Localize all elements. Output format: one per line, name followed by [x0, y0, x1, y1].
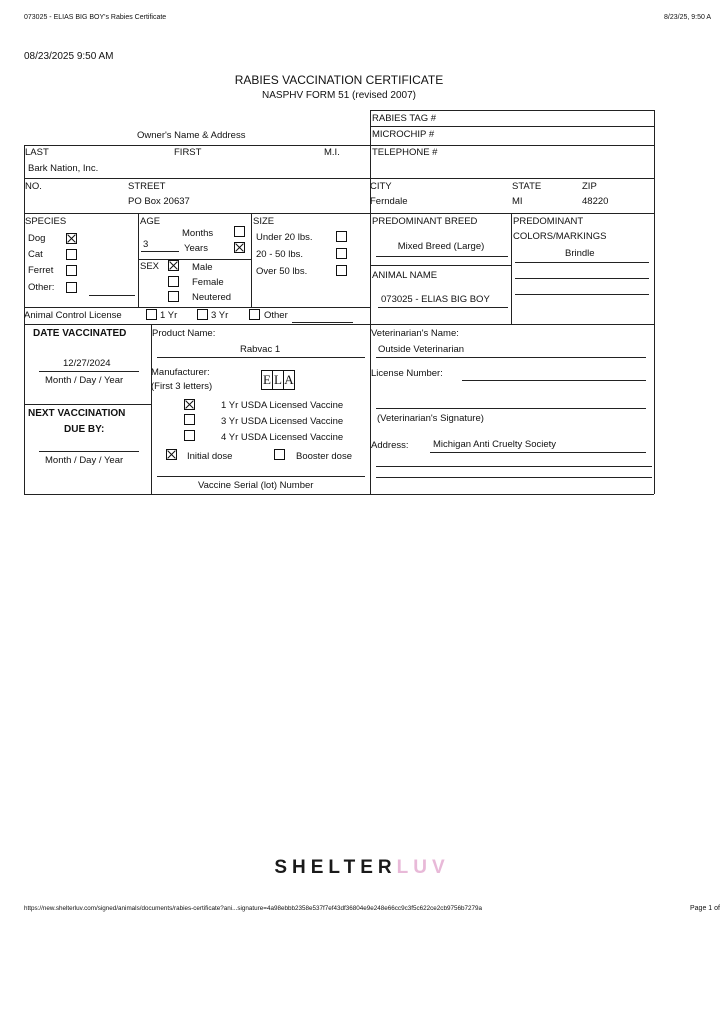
size-under20-label: Under 20 lbs. — [256, 232, 313, 243]
species-other-label: Other: — [28, 282, 55, 293]
years-label: Years — [184, 243, 208, 254]
zip-label: ZIP — [582, 181, 597, 192]
manufacturer-hint: (First 3 letters) — [151, 381, 213, 392]
owner-heading: Owner's Name & Address — [137, 130, 246, 141]
mi-label: M.I. — [324, 147, 340, 158]
due-by-label: DUE BY: — [64, 424, 105, 435]
species-dog-label: Dog — [28, 233, 46, 244]
license-other-label: Other — [264, 310, 288, 321]
breed-label: PREDOMINANT BREED — [372, 216, 478, 227]
print-header-title: 073025 - ELIAS BIG BOY's Rabies Certificate — [24, 14, 167, 21]
first-label: FIRST — [174, 147, 202, 158]
printed-datetime: 08/23/2025 9:50 AM — [24, 51, 114, 62]
manufacturer-letters — [261, 370, 295, 390]
breed-value: Mixed Breed (Large) — [397, 241, 485, 252]
initial-dose-label: Initial dose — [187, 451, 233, 462]
certificate-title: RABIES VACCINATION CERTIFICATE — [234, 73, 444, 87]
footer-page-number: Page 1 of — [690, 905, 720, 912]
age-label: AGE — [140, 216, 161, 227]
vaccine-serial-label: Vaccine Serial (lot) Number — [198, 480, 314, 491]
license-3yr-checkbox[interactable] — [197, 309, 208, 320]
species-label: SPECIES — [25, 216, 67, 227]
next-vaccination-label: NEXT VACCINATION — [28, 408, 126, 419]
product-name-label: Product Name: — [152, 328, 216, 339]
shelterluv-logo — [0, 857, 724, 879]
owner-last-name: Bark Nation, Inc. — [28, 163, 99, 174]
vaccine-3yr-checkbox[interactable] — [184, 414, 195, 425]
address-label: Address: — [371, 440, 409, 451]
license-other-checkbox[interactable] — [249, 309, 260, 320]
species-other-checkbox[interactable] — [66, 282, 77, 293]
species-other-line — [89, 295, 135, 296]
license-3yr-label: 3 Yr — [211, 310, 229, 321]
vet-name-value: Outside Veterinarian — [378, 344, 465, 355]
colors-value: Brindle — [565, 248, 595, 259]
size-over50-checkbox[interactable] — [336, 265, 347, 276]
initial-dose-checkbox[interactable] — [166, 449, 177, 460]
species-dog-checkbox[interactable] — [66, 233, 77, 244]
manufacturer-letter-2: L — [272, 371, 283, 389]
manufacturer-letter-3: A — [284, 372, 294, 387]
size-20to50-label: 20 - 50 lbs. — [256, 249, 303, 260]
license-1yr-checkbox[interactable] — [146, 309, 157, 320]
size-under20-checkbox[interactable] — [336, 231, 347, 242]
street-label: STREET — [128, 181, 166, 192]
date-vaccinated-value: 12/27/2024 — [63, 358, 111, 369]
size-label: SIZE — [253, 216, 275, 227]
sex-female-checkbox[interactable] — [168, 276, 179, 287]
zip-value: 48220 — [582, 196, 609, 207]
colors-label: PREDOMINANT — [513, 216, 584, 227]
no-label: NO. — [25, 181, 42, 192]
booster-dose-checkbox[interactable] — [274, 449, 285, 460]
sex-label: SEX — [140, 261, 160, 272]
city-value: Ferndale — [370, 196, 408, 207]
certificate-subtitle: NASPHV FORM 51 (revised 2007) — [262, 90, 416, 101]
state-label: STATE — [512, 181, 542, 192]
sex-neutered-checkbox[interactable] — [168, 291, 179, 302]
vaccine-3yr-label: 3 Yr USDA Licensed Vaccine — [221, 416, 344, 427]
date-vaccinated-label: DATE VACCINATED — [33, 328, 127, 339]
manufacturer-letter-1: E — [263, 372, 271, 387]
microchip-label: MICROCHIP # — [372, 129, 435, 140]
vet-signature-label: (Veterinarian's Signature) — [377, 413, 484, 424]
license-1yr-label: 1 Yr — [160, 310, 178, 321]
vaccine-4yr-label: 4 Yr USDA Licensed Vaccine — [221, 432, 344, 443]
manufacturer-label: Manufacturer: — [151, 367, 210, 378]
state-value: MI — [512, 196, 523, 207]
age-value: 3 — [143, 239, 149, 250]
booster-dose-label: Booster dose — [296, 451, 352, 462]
logo-part-1: SHELTER — [274, 857, 397, 878]
date-vaccinated-format: Month / Day / Year — [45, 375, 124, 386]
city-label: CITY — [370, 181, 392, 192]
telephone-label: TELEPHONE # — [372, 147, 438, 158]
address-value: Michigan Anti Cruelty Society — [433, 439, 557, 450]
print-header-datetime: 8/23/25, 9:50 A — [664, 14, 712, 21]
age-months-checkbox[interactable] — [234, 226, 245, 237]
license-number-label: License Number: — [371, 368, 443, 379]
colors-markings-label: COLORS/MARKINGS — [513, 231, 607, 242]
size-over50-label: Over 50 lbs. — [256, 266, 308, 277]
last-label: LAST — [25, 147, 49, 158]
street-value: PO Box 20637 — [128, 196, 190, 207]
species-ferret-checkbox[interactable] — [66, 265, 77, 276]
animal-name-value: 073025 - ELIAS BIG BOY — [381, 294, 490, 305]
animal-control-license-label: Animal Control License — [24, 310, 122, 321]
animal-name-label: ANIMAL NAME — [372, 270, 438, 281]
vaccine-1yr-checkbox[interactable] — [184, 399, 195, 410]
rabies-tag-label: RABIES TAG # — [372, 113, 437, 124]
sex-male-checkbox[interactable] — [168, 260, 179, 271]
size-20to50-checkbox[interactable] — [336, 248, 347, 259]
species-cat-checkbox[interactable] — [66, 249, 77, 260]
sex-female-label: Female — [192, 277, 224, 288]
months-label: Months — [182, 228, 214, 239]
footer-url: https://new.shelterluv.com/signed/animals/documents/rabies-certificate?ani...signature=4a98ebbb2358e537f7ef43df36804e9e248e66cc9c3f5c622ce2cb9756b7279a — [24, 905, 482, 912]
vaccine-1yr-label: 1 Yr USDA Licensed Vaccine — [221, 400, 344, 411]
next-vaccination-format: Month / Day / Year — [45, 455, 124, 466]
sex-male-label: Male — [192, 262, 213, 273]
product-name-value: Rabvac 1 — [240, 344, 281, 355]
logo-part-2: LUV — [396, 857, 450, 878]
sex-neutered-label: Neutered — [192, 292, 232, 303]
species-ferret-label: Ferret — [28, 265, 54, 276]
species-cat-label: Cat — [28, 249, 43, 260]
age-years-checkbox[interactable] — [234, 242, 245, 253]
vaccine-4yr-checkbox[interactable] — [184, 430, 195, 441]
vet-name-label: Veterinarian's Name: — [371, 328, 459, 339]
